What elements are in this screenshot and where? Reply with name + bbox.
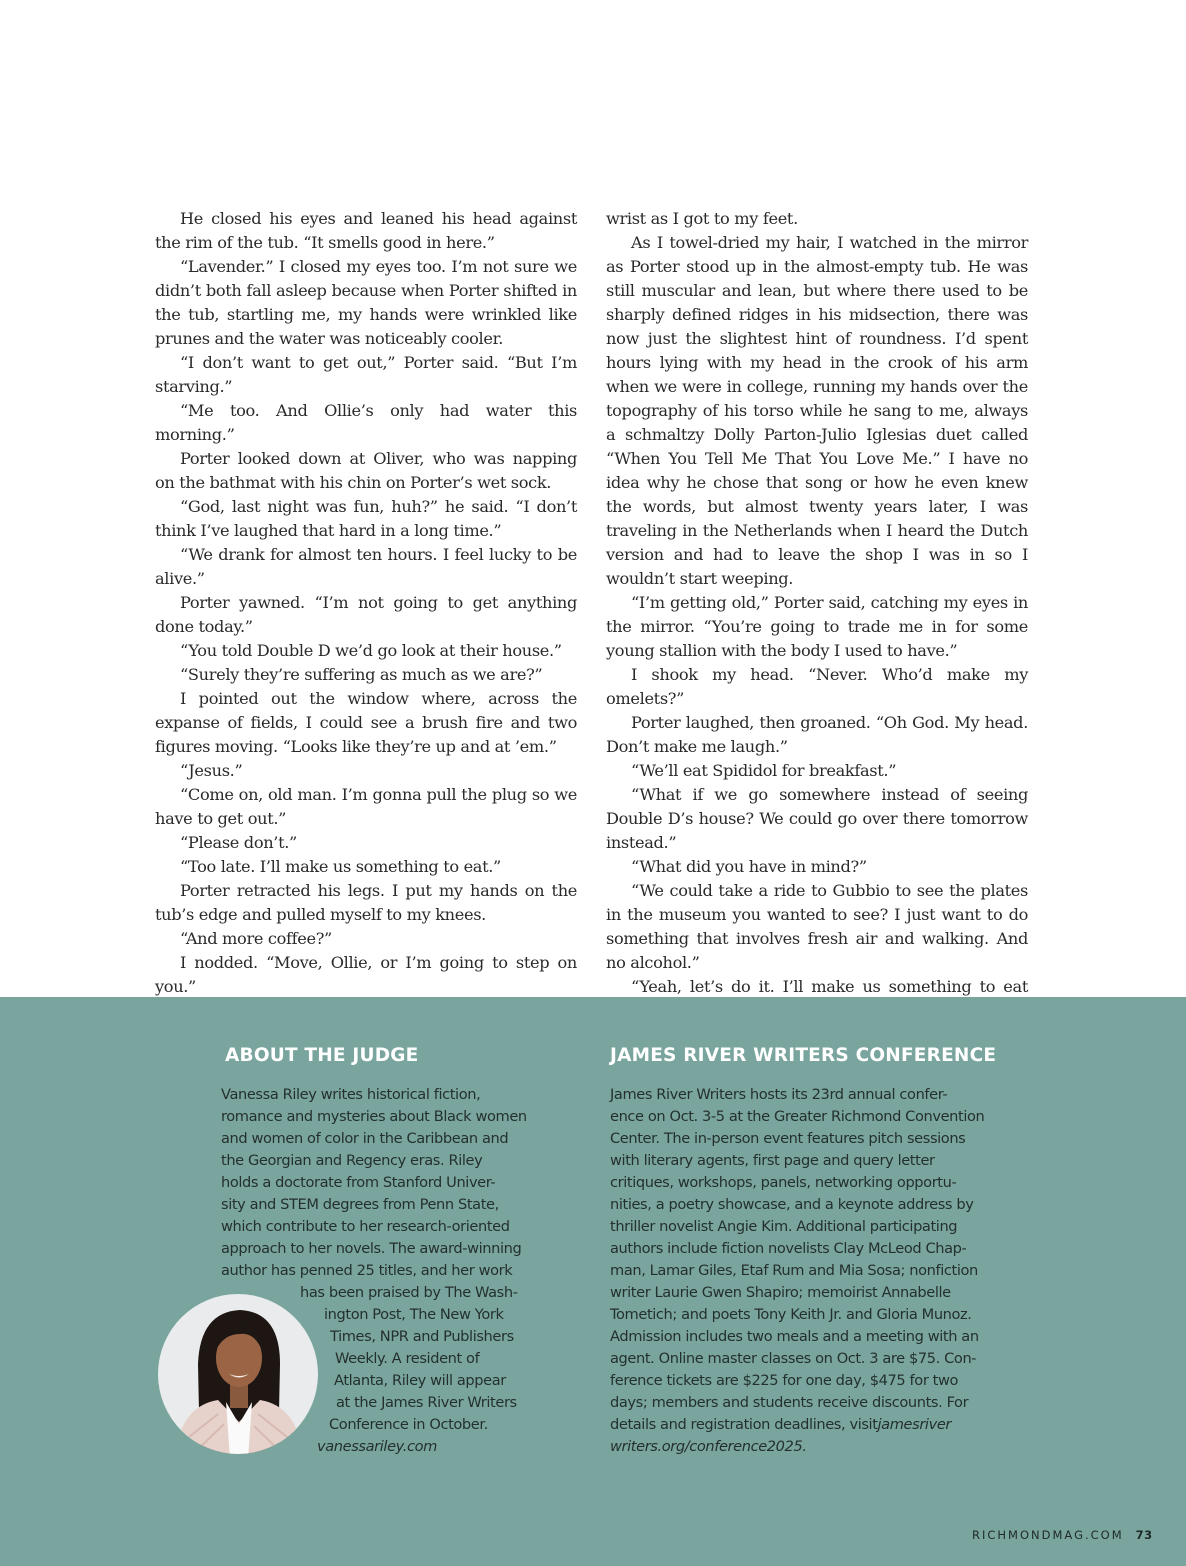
footer-site: RICHMONDMAG.COM: [972, 1528, 1124, 1542]
conference-body-line: [610, 1260, 990, 1282]
story-paragraph: “I don’t want to get out,” Porter said. “But I’m starving.”: [155, 353, 577, 396]
judge-bio-line: ington Post, The New York: [324, 1306, 504, 1323]
story-paragraph-text: “I’m getting old,” Porter said, catching my eyes in the mirror. “You’re going to trade me in for some young stallion with the body I used to have.”: [606, 593, 1028, 660]
conference-body-text: Tometich; and poets Tony Keith Jr. and Gloria Munoz.: [610, 1306, 972, 1323]
conference-body-text: Center. The in-person event features pitch sessions: [610, 1130, 966, 1147]
conference-body-text: writer Laurie Gwen Shapiro; memoirist Annabelle: [610, 1284, 951, 1301]
story-paragraph: I nodded. “Move, Ollie, or I’m going to step on you.”: [155, 953, 577, 996]
story-paragraph: I pointed out the window where, across the expanse of fields, I could see a brush fire and two figures moving. “Looks like they’re up and at ’em.”: [155, 689, 577, 756]
conference-body-line: [610, 1348, 990, 1370]
story-paragraph: [606, 663, 1028, 711]
judge-bio-line: sity and STEM degrees from Penn State,: [221, 1196, 499, 1213]
conference-body-line: [610, 1150, 990, 1172]
story-paragraph: “Lavender.” I closed my eyes too. I’m not sure we didn’t both fall asleep because when Porter shifted in the tub, startling me, my hands were wrinkled like prunes and the water was noticeably cooler.: [155, 257, 577, 348]
judge-bio-line: at the James River Writers: [336, 1394, 517, 1411]
conference-body-line: [610, 1370, 990, 1392]
conference-body-text: Admission includes two meals and a meeting with an: [610, 1328, 979, 1345]
conference-body-line: [610, 1414, 990, 1436]
conference-body-text: man, Lamar Giles, Etaf Rum and Mia Sosa; nonfiction: [610, 1262, 978, 1279]
judge-bio-line: holds a doctorate from Stanford Univer-: [221, 1174, 496, 1191]
story-paragraph: “Jesus.”: [180, 761, 243, 780]
story-column-right-paragraphs: [606, 231, 1028, 1023]
conference-body-text: details and registration deadlines, visit: [610, 1416, 878, 1433]
conference-link-part2[interactable]: writers.org/conference2025: [610, 1438, 803, 1455]
judge-portrait-image: [158, 1294, 318, 1454]
story-paragraph: “We drank for almost ten hours. I feel lucky to be alive.”: [155, 545, 577, 588]
conference-body-text: critiques, workshops, panels, networking opportu-: [610, 1174, 957, 1191]
conference-body-line: [610, 1326, 990, 1348]
judge-website-link[interactable]: vanessariley.com: [317, 1438, 437, 1455]
conference-body-text: James River Writers hosts its 23rd annual confer-: [610, 1086, 948, 1103]
judge-bio-line: Conference in October.: [329, 1416, 488, 1433]
story-paragraph: “And more coffee?”: [180, 929, 332, 948]
conference-body-line: [610, 1172, 990, 1194]
story-paragraph: “Come on, old man. I’m gonna pull the plug so we have to get out.”: [155, 785, 577, 828]
story-paragraph: [606, 759, 1028, 783]
judge-bio-line: Vanessa Riley writes historical fiction,: [221, 1086, 481, 1103]
judge-bio-line: Weekly. A resident of: [335, 1350, 480, 1367]
conference-body-line: [610, 1106, 990, 1128]
story-paragraph: “Please don’t.”: [180, 833, 297, 852]
judge-bio-line: approach to her novels. The award-winning: [221, 1240, 522, 1257]
conference-body-text: ence on Oct. 3-5 at the Greater Richmond Convention: [610, 1108, 985, 1125]
story-continuation-line: wrist as I got to my feet.: [606, 209, 798, 228]
conference-body-line: [610, 1216, 990, 1238]
story-paragraph: He closed his eyes and leaned his head against the rim of the tub. “It smells good in here.”: [155, 209, 577, 252]
conference-body: [610, 1084, 990, 1458]
info-panel: [0, 997, 1186, 1566]
story-paragraph: Porter yawned. “I’m not going to get anything done today.”: [155, 593, 577, 636]
about-judge-heading: ABOUT THE JUDGE: [225, 1045, 419, 1066]
judge-bio-line: the Georgian and Regency eras. Riley: [221, 1152, 483, 1169]
conference-body-line: [610, 1084, 990, 1106]
story-paragraph-text: “What did you have in mind?”: [631, 857, 867, 876]
conference-body-line: [610, 1282, 990, 1304]
judge-bio-line: author has penned 25 titles, and her work: [221, 1262, 513, 1279]
judge-bio-line: and women of color in the Caribbean and: [221, 1130, 509, 1147]
judge-bio-line: Atlanta, Riley will appear: [334, 1372, 506, 1389]
story-paragraph-text: “Yeah, let’s do it. I’ll make us something to eat: [631, 977, 1028, 996]
conference-heading: JAMES RIVER WRITERS CONFERENCE: [610, 1045, 997, 1066]
judge-bio-line: which contribute to her research-oriented: [221, 1218, 510, 1235]
story-paragraph-text: As I towel-dried my hair, I watched in the mirror as Porter stood up in the almost-empty tub. He was still muscular and lean, but where there used to be sharply defined ridges in his midsection, there was now just the slightest hint of roundness. I’d spent hours lying with my head in the crook of his arm when we were in college, running my hands over the topography of his torso while he sang to me, always a schmaltzy Dolly Parton-Julio Iglesias duet called “When You Tell Me That You Love Me.” I have no idea why he chose that song or how he even knew the words, but almost twenty years later, I was traveling in the Netherlands when I heard the Dutch version and had to leave the shop I was in so I wouldn’t start weeping.: [606, 233, 1028, 588]
story-paragraph-text: “What if we go somewhere instead of seeing Double D’s house? We could go over there tomorrow instead.”: [606, 785, 1028, 852]
story-paragraph-text: Porter laughed, then groaned. “Oh God. My head. Don’t make me laugh.”: [606, 713, 1028, 756]
conference-body-text: agent. Online master classes on Oct. 3 are $75. Con-: [610, 1350, 977, 1367]
story-paragraph: [606, 711, 1028, 759]
story-column-left: [155, 207, 577, 1023]
conference-body-text: with literary agents, first page and query letter: [610, 1152, 935, 1169]
conference-link-suffix: .: [802, 1438, 807, 1455]
story-paragraph: Porter looked down at Oliver, who was napping on the bathmat with his chin on Porter’s wet sock.: [155, 449, 577, 492]
judge-bio-line: romance and mysteries about Black women: [221, 1108, 527, 1125]
story-paragraph: [606, 855, 1028, 879]
story-paragraph: Porter retracted his legs. I put my hands on the tub’s edge and pulled myself to my knees.: [155, 881, 577, 924]
story-paragraph-text: “We’ll eat Spididol for breakfast.”: [631, 761, 897, 780]
conference-link-line: [610, 1436, 990, 1458]
page-number: 73: [1135, 1528, 1153, 1542]
story-paragraph: [606, 783, 1028, 855]
story-paragraph-text: I shook my head. “Never. Who’d make my omelets?”: [606, 665, 1028, 708]
conference-body-line: [610, 1194, 990, 1216]
page-footer: [972, 1528, 1153, 1542]
conference-body-text: nities, a poetry showcase, and a keynote address by: [610, 1196, 974, 1213]
conference-body-line: [610, 1392, 990, 1414]
conference-body-text: authors include fiction novelists Clay McLeod Chap-: [610, 1240, 967, 1257]
story-paragraph: “Too late. I’ll make us something to eat.”: [180, 857, 501, 876]
story-paragraph: “You told Double D we’d go look at their house.”: [180, 641, 562, 660]
conference-body-text: thriller novelist Angie Kim. Additional participating: [610, 1218, 958, 1235]
story-paragraph: [606, 591, 1028, 663]
story-paragraph: [606, 231, 1028, 591]
story-paragraph: “Surely they’re suffering as much as we are?”: [180, 665, 543, 684]
conference-link-part1[interactable]: jamesriver: [877, 1416, 951, 1433]
conference-body-text: days; members and students receive discounts. For: [610, 1394, 969, 1411]
judge-bio-line: has been praised by The Wash-: [300, 1284, 518, 1301]
story-paragraph: “God, last night was fun, huh?” he said. “I don’t think I’ve laughed that hard in a long time.”: [155, 497, 577, 540]
story-column-right: [606, 207, 1028, 1023]
judge-bio-line: Times, NPR and Publishers: [330, 1328, 514, 1345]
story-paragraph: “Me too. And Ollie’s only had water this morning.”: [155, 401, 577, 444]
judge-portrait: [158, 1294, 318, 1454]
conference-body-line: [610, 1238, 990, 1260]
story-paragraph: [606, 879, 1028, 975]
story-paragraph-text: “We could take a ride to Gubbio to see the plates in the museum you wanted to see? I just want to do something that involves fresh air and walking. And no alcohol.”: [606, 881, 1028, 972]
conference-body-text: ference tickets are $225 for one day, $475 for two: [610, 1372, 959, 1389]
conference-body-line: [610, 1128, 990, 1150]
conference-body-line: [610, 1304, 990, 1326]
